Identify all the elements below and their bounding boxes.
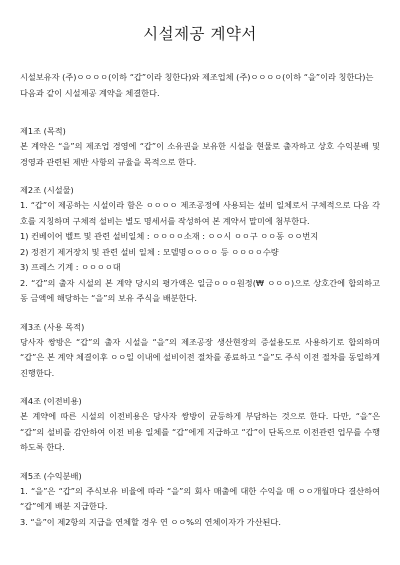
article-paragraph: 1. “갑”이 제공하는 시설이라 함은 ㅇㅇㅇㅇ 제조공정에 사용되는 설비 일체로서 구체적으로 다음 각호를 지칭하며 구체적 설비는 별도 명세서를 작성하여 본 계약서 말미에 첨부한다. [20,200,380,226]
intro-paragraph: 시설보유자 (주)ㅇㅇㅇㅇ(이하 “갑”이라 칭한다)와 제조업체 (주)ㅇㅇㅇㅇ(이하 “을”이라 칭한다)는 다음과 같이 시설제공 계약을 체결한다. [20,72,374,98]
article-section [20,394,380,456]
article-paragraph: 당사자 쌍방은 “갑”의 출자 시설을 “을”의 제조공장 생산현장의 증설용도로 사용하기로 합의하며 “갑”은 본 계약 체결이후 ㅇㅇ일 이내에 설비이전 절차를 종료하고 “을”도 주식 이전 절차를 동일하게 진행한다. [20,336,380,378]
article-paragraph: 2) 정전기 제거장치 및 관련 설비 일체 : 모델명ㅇㅇㅇㅇ 등 ㅇㅇㅇㅇ수량 [20,246,279,257]
article-heading: 제2조 (시설물) [20,185,74,195]
article-heading: 제3조 (사용 목적) [20,321,85,332]
article-paragraph: 2. “갑”의 출자 시설의 본 계약 당시의 평가액은 일금ㅇㅇㅇ원정(₩ ㅇㅇㅇ)으로 상호간에 합의하고 동 금액에 해당하는 “을”의 보유 주식을 배분한다. [20,277,380,303]
article-paragraph: 3) 프레스 기계 : ㅇㅇㅇㅇ대 [20,262,121,272]
article-heading: 제1조 (목적) [20,126,66,136]
article-section [20,469,380,531]
contract-sections [20,124,380,530]
article-paragraph: 1. “을”은 “갑”의 주식보유 비율에 따라 “을”의 회사 매출에 대한 수익을 매 ㅇㅇ개월마다 결산하여 “갑”에게 배분 지급한다. [20,485,380,511]
article-paragraph: 본 계약은 “을”의 제조업 경영에 “갑”이 소유권을 보유한 시설을 현물로 출자하고 상호 수익분배 및 경영과 관련된 제반 사항의 규율을 목적으로 한다. [20,141,380,167]
article-section [20,320,380,382]
article-heading: 제5조 (수익분배) [20,470,82,481]
article-section [20,124,380,170]
article-paragraph: 본 계약에 따른 시설의 이전비용은 당사자 쌍방이 균등하게 부담하는 것으로 한다. 다만, “을”은 “갑”의 설비를 감안하여 이전 비용 일체를 “갑”에게 지급하고 “갑”이 단독으로 이전관련 업무를 수행하도록 한다. [20,411,380,452]
article-paragraph: 3. “을”이 제2항의 지급을 연체할 경우 연 ㅇㅇ%의 연체이자가 가산된다. [20,516,281,527]
article-paragraph: 1) 컨베이어 벨트 및 관련 설비일체 : ㅇㅇㅇㅇ소재 : ㅇㅇ시 ㅇㅇ구 ㅇㅇ동 ㅇㅇ번지 [20,231,319,241]
document-title: 시설제공 계약서 [143,25,257,43]
article-section [20,183,380,307]
article-heading: 제4조 (이전비용) [20,396,82,406]
